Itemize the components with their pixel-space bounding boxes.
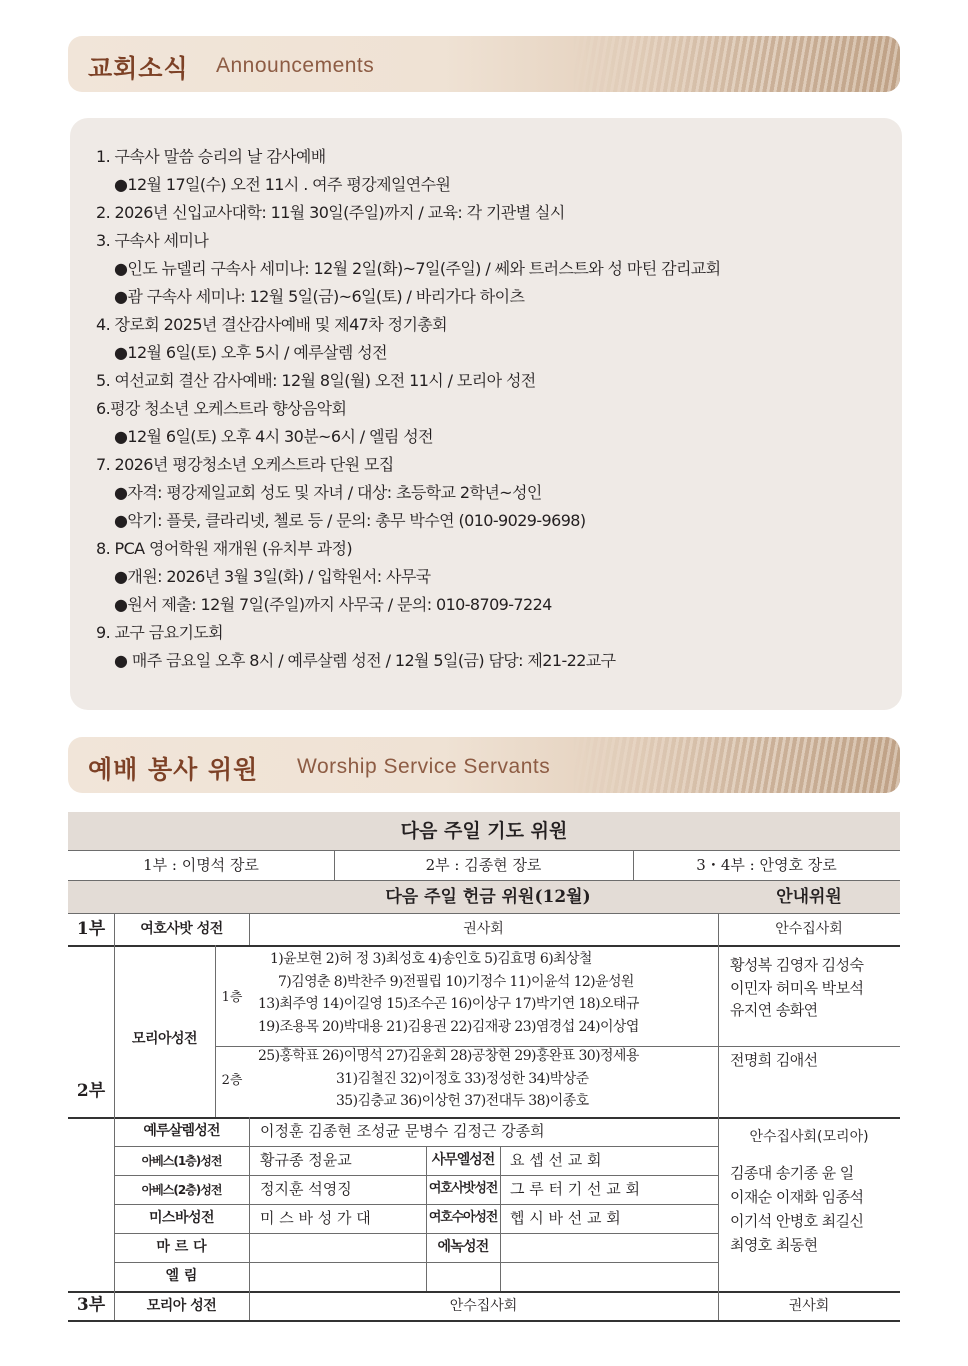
moriah-ushers (730, 1161, 863, 1257)
elim-sanctuary: 엘 림 (165, 1268, 198, 1284)
announcement-detail: ●원서 제출: 12월 7일(주일)까지 사무국 / 문의: 010-8709-7224 (114, 595, 552, 614)
banner-decoration (570, 36, 900, 92)
announcement-item: 2. 2026년 신입교사대학: 11월 30일(주일)까지 / 교육: 각 기관별 실시 (96, 203, 565, 222)
floor-1-ushers (730, 954, 863, 1022)
announcements-title: 교회소식 (88, 54, 189, 83)
usher-row: 이기석 안병호 최길신 (730, 1212, 864, 1230)
worship-banner (68, 737, 900, 793)
service-1-group: 권사회 (463, 921, 504, 937)
moriah-usher-title: 안수집사회(모리아) (749, 1129, 869, 1145)
mizpah-sanctuary: 미스바성전 (148, 1210, 215, 1226)
mizpah-names: 미 스 바 성 가 대 (260, 1209, 371, 1227)
service-3-usher: 권사회 (788, 1298, 830, 1314)
announcement-detail: ●12월 6일(토) 오후 5시 / 예루살렘 성전 (114, 343, 387, 362)
announcements-box (70, 118, 902, 710)
moriah-sanctuary: 모리아성전 (131, 1031, 198, 1047)
announcement-item: 1. 구속사 말씀 승리의 날 감사예배 (96, 147, 326, 166)
usher-row: 김종대 송기종 윤 일 (730, 1164, 854, 1182)
prayer-service-3-4: 3・4부 : 안영호 장로 (696, 856, 837, 874)
jehoshaphat-sanctuary: 여호사밧성전 (428, 1181, 498, 1196)
service-2-label: 2부 (76, 1081, 106, 1101)
servants-table (68, 812, 900, 1322)
service-1-usher: 안수집사회 (775, 921, 843, 937)
offering-title: 다음 주일 헌금 위원(12월) (385, 887, 591, 907)
service-1-label: 1부 (76, 919, 106, 939)
announcement-detail: ●개원: 2026년 3월 3일(화) / 입학원서: 사무국 (114, 567, 431, 586)
abeis-1f-sanctuary: 아베스(1층)성전 (141, 1154, 222, 1168)
prayer-title: 다음 주일 기도 위원 (400, 820, 568, 842)
jerusalem-names: 이정훈 김종현 조성균 문병수 김정근 강종희 (260, 1122, 545, 1140)
announcement-item: 9. 교구 금요기도회 (96, 623, 224, 642)
service-3-label: 3부 (76, 1295, 106, 1315)
jehoshua-names: 헵 시 바 선 교 회 (510, 1209, 621, 1227)
name-row: 35)김충교 36)이상헌 37)전대두 38)이종호 (336, 1093, 589, 1109)
announcement-item: 5. 여선교회 결산 감사예배: 12월 8일(월) 오전 11시 / 모리아 성전 (96, 371, 536, 390)
service-3-place: 모리아 성전 (146, 1298, 217, 1314)
announcement-detail: ●12월 6일(토) 오후 4시 30분~6시 / 엘림 성전 (114, 427, 433, 446)
announcement-item: 8. PCA 영어학원 재개원 (유치부 과정) (96, 539, 353, 558)
samuel-sanctuary: 사무엘성전 (431, 1152, 495, 1168)
announcement-detail: ●괌 구속사 세미나: 12월 5일(금)~6일(토) / 바리가다 하이츠 (114, 287, 525, 306)
usher-title: 안내위원 (776, 887, 842, 907)
name-row: 1)윤보현 2)허 정 3)최성호 4)송인호 5)김효명 6)최상철 (270, 951, 592, 967)
floor-1-label: 1층 (221, 990, 243, 1005)
usher-row: 유지연 송화연 (730, 1001, 818, 1019)
prayer-service-1: 1부 : 이명석 장로 (143, 856, 259, 874)
announcement-detail: ●인도 뉴델리 구속사 세미나: 12월 2일(화)~7일(주일) / 쎄와 트러스트와 성 마틴 감리교회 (114, 259, 721, 278)
enoch-sanctuary: 에녹성전 (437, 1239, 489, 1255)
floor-2-ushers (730, 1049, 818, 1072)
samuel-names: 요 셉 선 교 회 (510, 1151, 602, 1169)
name-row: 31)김철진 32)이정호 33)정성한 34)박상준 (336, 1070, 589, 1087)
announcement-item: 7. 2026년 평강청소년 오케스트라 단원 모집 (96, 455, 394, 474)
worship-title: 예배 봉사 위원 (88, 755, 259, 784)
name-row: 13)최주영 14)이길영 15)조수곤 16)이상구 17)박기연 18)오태규 (258, 996, 639, 1012)
worship-subtitle: Worship Service Servants (297, 755, 551, 778)
name-row: 7)김영춘 8)박찬주 9)전필립 10)기정수 11)이윤석 12)윤성원 (278, 973, 634, 990)
usher-row: 황성복 김영자 김성숙 (730, 956, 864, 974)
abeis-2f-names: 정지훈 석영징 (260, 1180, 352, 1198)
floor-2-label: 2층 (221, 1073, 243, 1088)
prayer-service-2: 2부 : 김종현 장로 (425, 856, 542, 874)
service-3-group: 안수집사회 (449, 1298, 518, 1314)
floor-2-names (258, 1045, 639, 1113)
jehoshua-sanctuary: 여호수아성전 (428, 1210, 498, 1225)
announcement-item: 3. 구속사 세미나 (96, 231, 209, 250)
announcement-detail: ●악기: 플룻, 클라리넷, 첼로 등 / 문의: 총무 박수연 (010-9029-9698) (114, 511, 586, 530)
announcement-detail: ● 매주 금요일 오후 8시 / 예루살렘 성전 / 12월 5일(금) 담당: 제21-22교구 (114, 651, 616, 670)
announcement-item: 4. 장로회 2025년 결산감사예배 및 제47차 정기총회 (96, 315, 448, 334)
announcement-item: 6.평강 청소년 오케스트라 향상음악회 (96, 399, 347, 418)
abeis-1f-names: 황규종 정윤교 (260, 1151, 352, 1169)
usher-row: 전명희 김애선 (730, 1051, 818, 1069)
usher-row: 이민자 허미옥 박보석 (730, 978, 864, 997)
banner-decoration (570, 737, 900, 793)
jehoshaphat-names: 그 루 터 기 선 교 회 (510, 1180, 641, 1198)
usher-row: 최영호 최동현 (730, 1236, 818, 1254)
usher-row: 이재순 이재화 임종석 (730, 1188, 864, 1206)
martha-sanctuary: 마 르 다 (156, 1239, 207, 1255)
abeis-2f-sanctuary: 아베스(2층)성전 (141, 1183, 222, 1197)
jerusalem-sanctuary: 예루살렘성전 (143, 1123, 220, 1139)
announcement-detail: ●자격: 평강제일교회 성도 및 자녀 / 대상: 초등학교 2학년~성인 (114, 483, 542, 502)
announcement-detail: ●12월 17일(수) 오전 11시 . 여주 평강제일연수원 (114, 175, 451, 194)
announcements-banner (68, 36, 900, 92)
name-row: 25)홍학표 26)이명석 27)김윤회 28)공창현 29)홍완표 30)정세용 (258, 1048, 639, 1064)
announcements-subtitle: Announcements (216, 54, 375, 77)
service-1-place: 여호사밧 성전 (140, 921, 223, 937)
name-row: 19)조용목 20)박대용 21)김용권 22)김재광 23)염경섭 24)이상엽 (258, 1018, 639, 1035)
floor-1-names (258, 948, 639, 1038)
